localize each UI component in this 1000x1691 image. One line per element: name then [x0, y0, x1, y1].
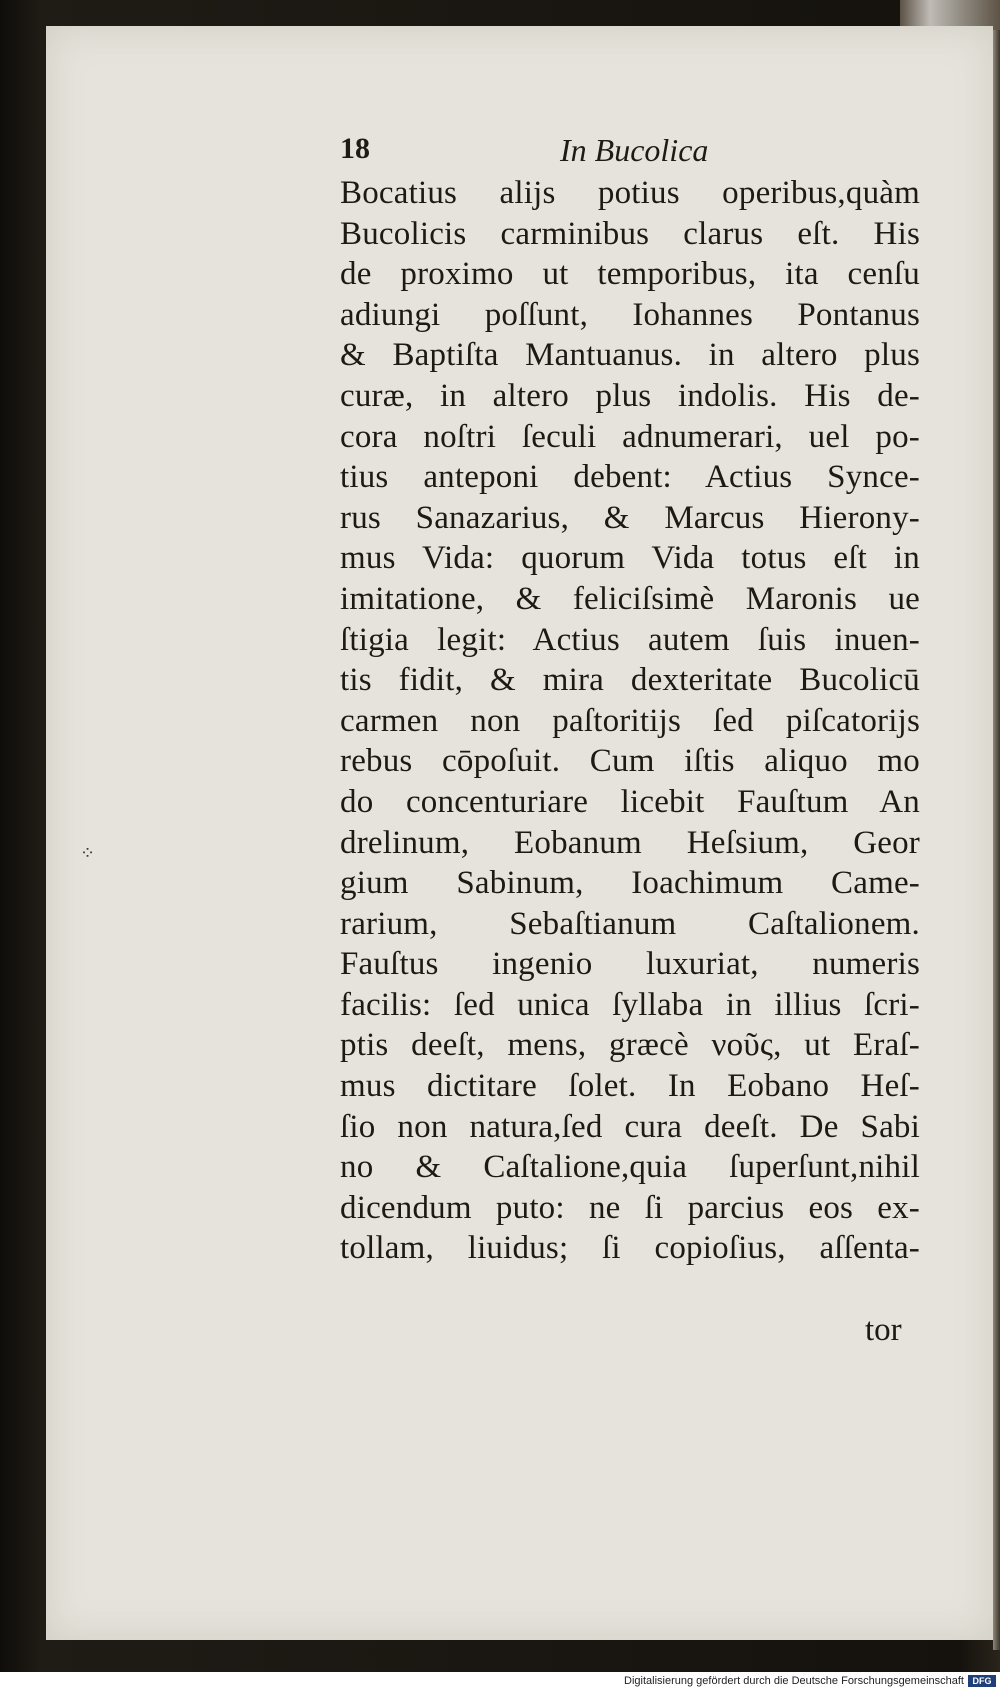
text-line: ſio non natura,ſed cura deeſt. De Sabi: [340, 1108, 920, 1145]
ink-mark: ⁘: [80, 843, 96, 864]
page-header: [340, 132, 730, 172]
text-line: tius anteponi debent: Actius Synce-: [340, 459, 920, 496]
text-line: carmen non paſtoritijs ſed piſcatorijs: [340, 702, 920, 739]
text-line: Bucolicis carminibus clarus eſt. His: [340, 215, 920, 252]
text-line: Fauſtus ingenio luxuriat, numeris: [340, 946, 920, 983]
text-line: no & Caſtalione,quia ſuperſunt,nihil: [340, 1149, 920, 1186]
text-line: tis fidit, & mira dexteritate Bucolicū: [340, 662, 920, 699]
footer-credit: Digitalisierung gefördert durch die Deutsche Forschungsgemeinschaft: [624, 1675, 964, 1687]
text-line: do concenturiare licebit Fauſtum An: [340, 783, 920, 820]
text-line: mus Vida: quorum Vida totus eſt in: [340, 540, 920, 577]
text-line: dicendum puto: ne ſi parcius eos ex-: [340, 1189, 920, 1226]
dfg-logo[interactable]: DFG: [968, 1675, 996, 1687]
text-line: tollam, liuidus; ſi copioſius, aſſenta-: [340, 1230, 920, 1267]
text-line: rus Sanazarius, & Marcus Hierony-: [340, 499, 920, 536]
text-line: & Baptiſta Mantuanus. in altero plus: [340, 337, 920, 374]
text-line: mus dictitare ſolet. In Eobano Heſ-: [340, 1068, 920, 1105]
text-line: rarium, Sebaſtianum Caſtalionem.: [340, 905, 920, 942]
text-line: adiungi poſſunt, Iohannes Pontanus: [340, 296, 920, 333]
text-line: Bocatius alijs potius operibus,quàm: [340, 175, 920, 211]
catchword: tor: [865, 1312, 902, 1348]
digitization-footer: [0, 1672, 1000, 1691]
text-line: de proximo ut temporibus, ita cenſu: [340, 256, 920, 293]
text-line: facilis: ſed unica ſyllaba in illius ſcri-: [340, 986, 920, 1023]
page-number: 18: [340, 132, 370, 165]
text-line: imitatione, & feliciſsimè Maronis ue: [340, 580, 920, 617]
text-line: curæ, in altero plus indolis. His de-: [340, 377, 920, 414]
running-title: In Bucolica: [560, 132, 709, 168]
text-line: ptis deeſt, mens, græcè νοῦς, ut Eraſ-: [340, 1027, 920, 1064]
body-text: [340, 173, 920, 1269]
text-line: cora noſtri ſeculi adnumerari, uel po-: [340, 418, 920, 455]
text-line: gium Sabinum, Ioachimum Came-: [340, 865, 920, 902]
page-edge: [993, 30, 1000, 1650]
text-line: drelinum, Eobanum Heſsium, Geor: [340, 824, 920, 861]
text-line: rebus cōpoſuit. Cum iſtis aliquo mo: [340, 743, 920, 780]
text-line: ſtigia legit: Actius autem ſuis inuen-: [340, 621, 920, 658]
